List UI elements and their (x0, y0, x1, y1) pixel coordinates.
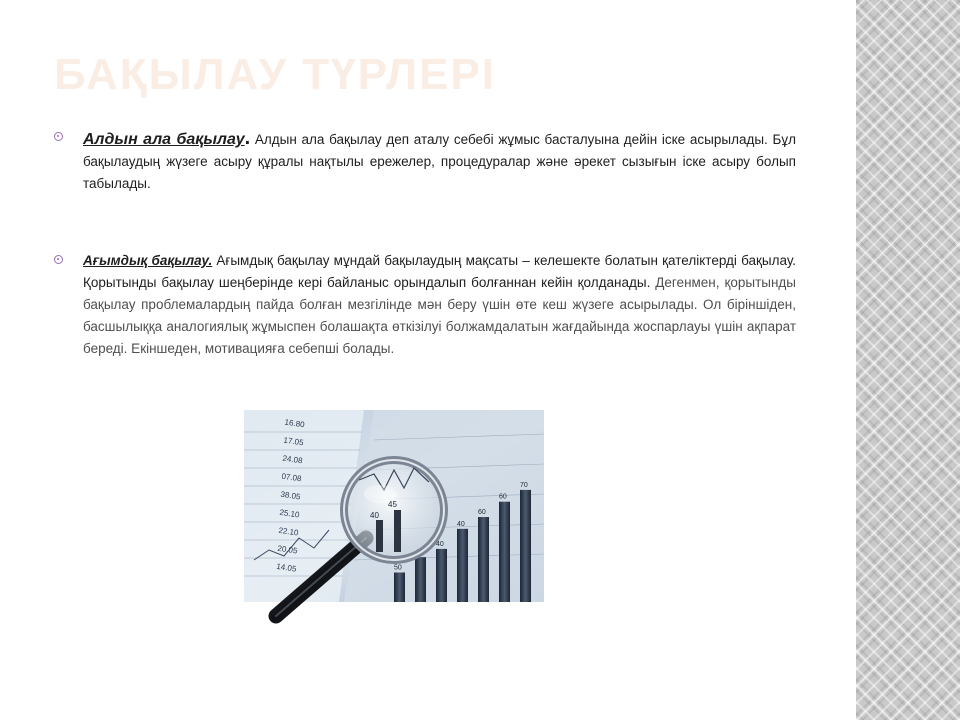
bullet-description: Алдын ала бақылау деп аталу себебі жұмыс басталуына дейін іске асырылады. Бұл бақылаудың жүзеге асыру құралы нақтылы ережелер, процедуралар және әрекет сызығын іске асыру болып табылады. (83, 132, 796, 191)
magnified-label: 45 (388, 500, 397, 509)
table-number: 16.80 (284, 417, 306, 430)
slide-title: БАҚЫЛАУ ТҮРЛЕРІ (54, 50, 496, 99)
bullet-item-current-control (56, 250, 796, 360)
bar-label: 40 (457, 520, 465, 528)
table-number: 14.05 (275, 561, 297, 574)
bar-label: 40 (436, 540, 444, 548)
bullet-text (83, 127, 796, 195)
chart-bar (499, 502, 510, 602)
chart-bar (394, 573, 405, 603)
bullet-description-continued: Дегенмен, қорытынды бақылау проблемалардың пайда болған мезгілінде мән беру үшін өте кеш жүзеге асырылады. Ол біріншіден, басшылыққа аналогиялық жұмыспен болашақта өткізілуі болжамдалатын жағдайында жоспарлауы үшін ақпарат береді. Екіншеден, мотивацияға себепші болады. (83, 275, 796, 356)
table-number: 07.08 (280, 471, 303, 484)
decorative-side-pattern (856, 0, 960, 720)
table-number: 20.05 (276, 543, 298, 556)
bar-label: 50 (394, 564, 402, 572)
bar-label: 60 (499, 493, 507, 501)
table-number: 22.10 (277, 525, 300, 538)
chart-bar (457, 529, 468, 602)
bar-label: 60 (478, 509, 486, 517)
magnified-bar (376, 520, 383, 552)
bullet-term: Ағымдық бақылау. (83, 253, 213, 268)
bullet-icon (54, 255, 63, 264)
bullet-item-preliminary-control (56, 127, 796, 195)
magnifier-chart-illustration (244, 410, 544, 630)
table-number: 17.05 (283, 435, 305, 448)
chart-bar (436, 549, 447, 602)
table-number: 25.10 (278, 507, 301, 520)
table-number: 38.05 (279, 489, 302, 502)
chart-bar (520, 490, 531, 602)
bullet-text (83, 250, 796, 360)
bullet-term-period: . (244, 127, 251, 149)
bullet-description: Ағымдық бақылау мұндай бақылаудың мақсаты – келешекте болатын қателіктерді бақылау. Қорытынды бақылау шеңберінде кері байланыс орындалып болғаннан кейін қолданады. (83, 253, 797, 290)
magnified-label: 40 (370, 511, 379, 520)
chart-bar (415, 557, 426, 602)
bar-label: 70 (520, 481, 528, 489)
table-number: 24.08 (281, 453, 304, 466)
magnified-bar (394, 510, 401, 552)
chart-bar (478, 517, 489, 602)
bullet-term: Алдын ала бақылау (83, 131, 245, 148)
bullet-icon (54, 132, 63, 141)
